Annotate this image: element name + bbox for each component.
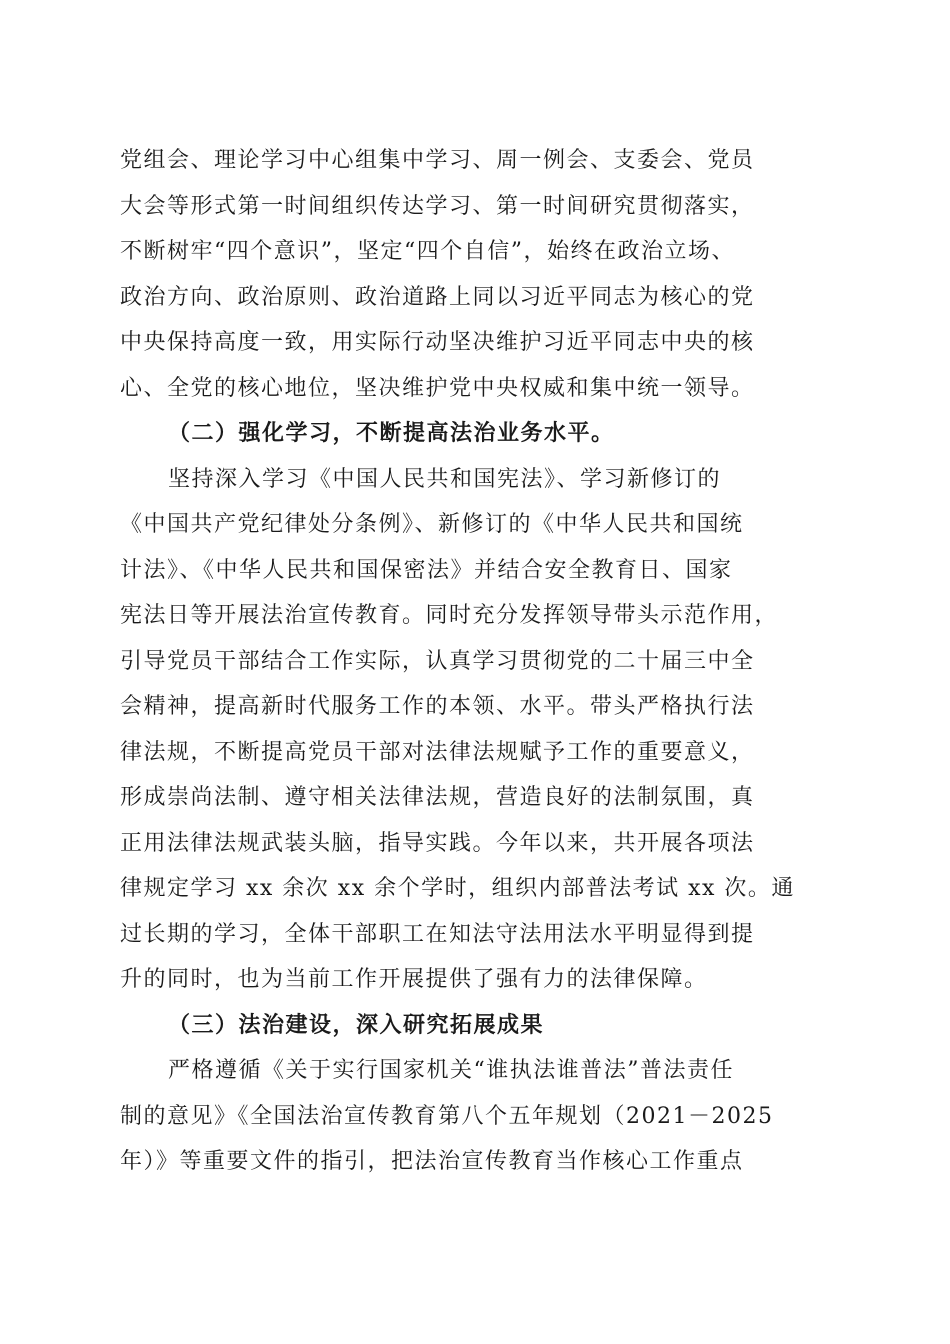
paragraph-line: 会精神，提高新时代服务工作的本领、水平。带头严格执行法 bbox=[120, 694, 755, 719]
paragraph-line: 升的同时，也为当前工作开展提供了强有力的法律保障。 bbox=[120, 967, 708, 992]
paragraph-line: 形成崇尚法制、遵守相关法律法规，营造良好的法制氛围，真 bbox=[120, 785, 755, 810]
document-body bbox=[120, 138, 840, 1185]
paragraph-line: 计法》、《中华人民共和国保密法》并结合安全教育日、国家 bbox=[120, 557, 733, 583]
paragraph-line: 中央保持高度一致，用实际行动坚决维护习近平同志中央的核 bbox=[120, 330, 755, 355]
section-heading-3: （三）法治建设，深入研究拓展成果 bbox=[168, 1011, 545, 1038]
paragraph-line: 坚持深入学习《中国人民共和国宪法》、学习新修订的 bbox=[168, 466, 722, 492]
paragraph-line: 年）》等重要文件的指引，把法治宣传教育当作核心工作重点 bbox=[120, 1149, 744, 1174]
paragraph-line: 心、全党的核心地位，坚决维护党中央权威和集中统一领导。 bbox=[120, 375, 755, 401]
paragraph-line: 不断树牢“四个意识”，坚定“四个自信”，始终在政治立场、 bbox=[120, 239, 735, 264]
section-heading-2: （二）强化学习，不断提高法治业务水平。 bbox=[168, 420, 615, 446]
paragraph-line: 宪法日等开展法治宣传教育。同时充分发挥领导带头示范作用， bbox=[120, 603, 779, 628]
paragraph-line: 制的意见》《全国法治宣传教育第八个五年规划（2021－2025 bbox=[120, 1103, 774, 1129]
paragraph-line: 政治方向、政治原则、政治道路上同以习近平同志为核心的党 bbox=[120, 284, 755, 310]
paragraph-line: 大会等形式第一时间组织传达学习、第一时间研究贯彻落实， bbox=[120, 193, 755, 219]
paragraph-line: 正用法律法规武装头脑，指导实践。今年以来，共开展各项法 bbox=[120, 830, 755, 856]
paragraph-line: 过长期的学习，全体干部职工在知法守法用法水平明显得到提 bbox=[120, 921, 755, 947]
paragraph-line: 律法规，不断提高党员干部对法律法规赋予工作的重要意义， bbox=[120, 739, 755, 765]
paragraph-line: 党组会、理论学习中心组集中学习、周一例会、支委会、党员 bbox=[120, 148, 755, 173]
paragraph-line: 严格遵循《关于实行国家机关“谁执法谁普法”普法责任 bbox=[168, 1058, 734, 1083]
paragraph-line: 律规定学习 xx 余次 xx 余个学时，组织内部普法考试 xx 次。通 bbox=[120, 876, 795, 901]
paragraph-line: 《中国共产党纪律处分条例》、新修订的《中华人民共和国统 bbox=[120, 512, 744, 537]
paragraph-line: 引导党员干部结合工作实际，认真学习贯彻党的二十届三中全 bbox=[120, 648, 755, 674]
